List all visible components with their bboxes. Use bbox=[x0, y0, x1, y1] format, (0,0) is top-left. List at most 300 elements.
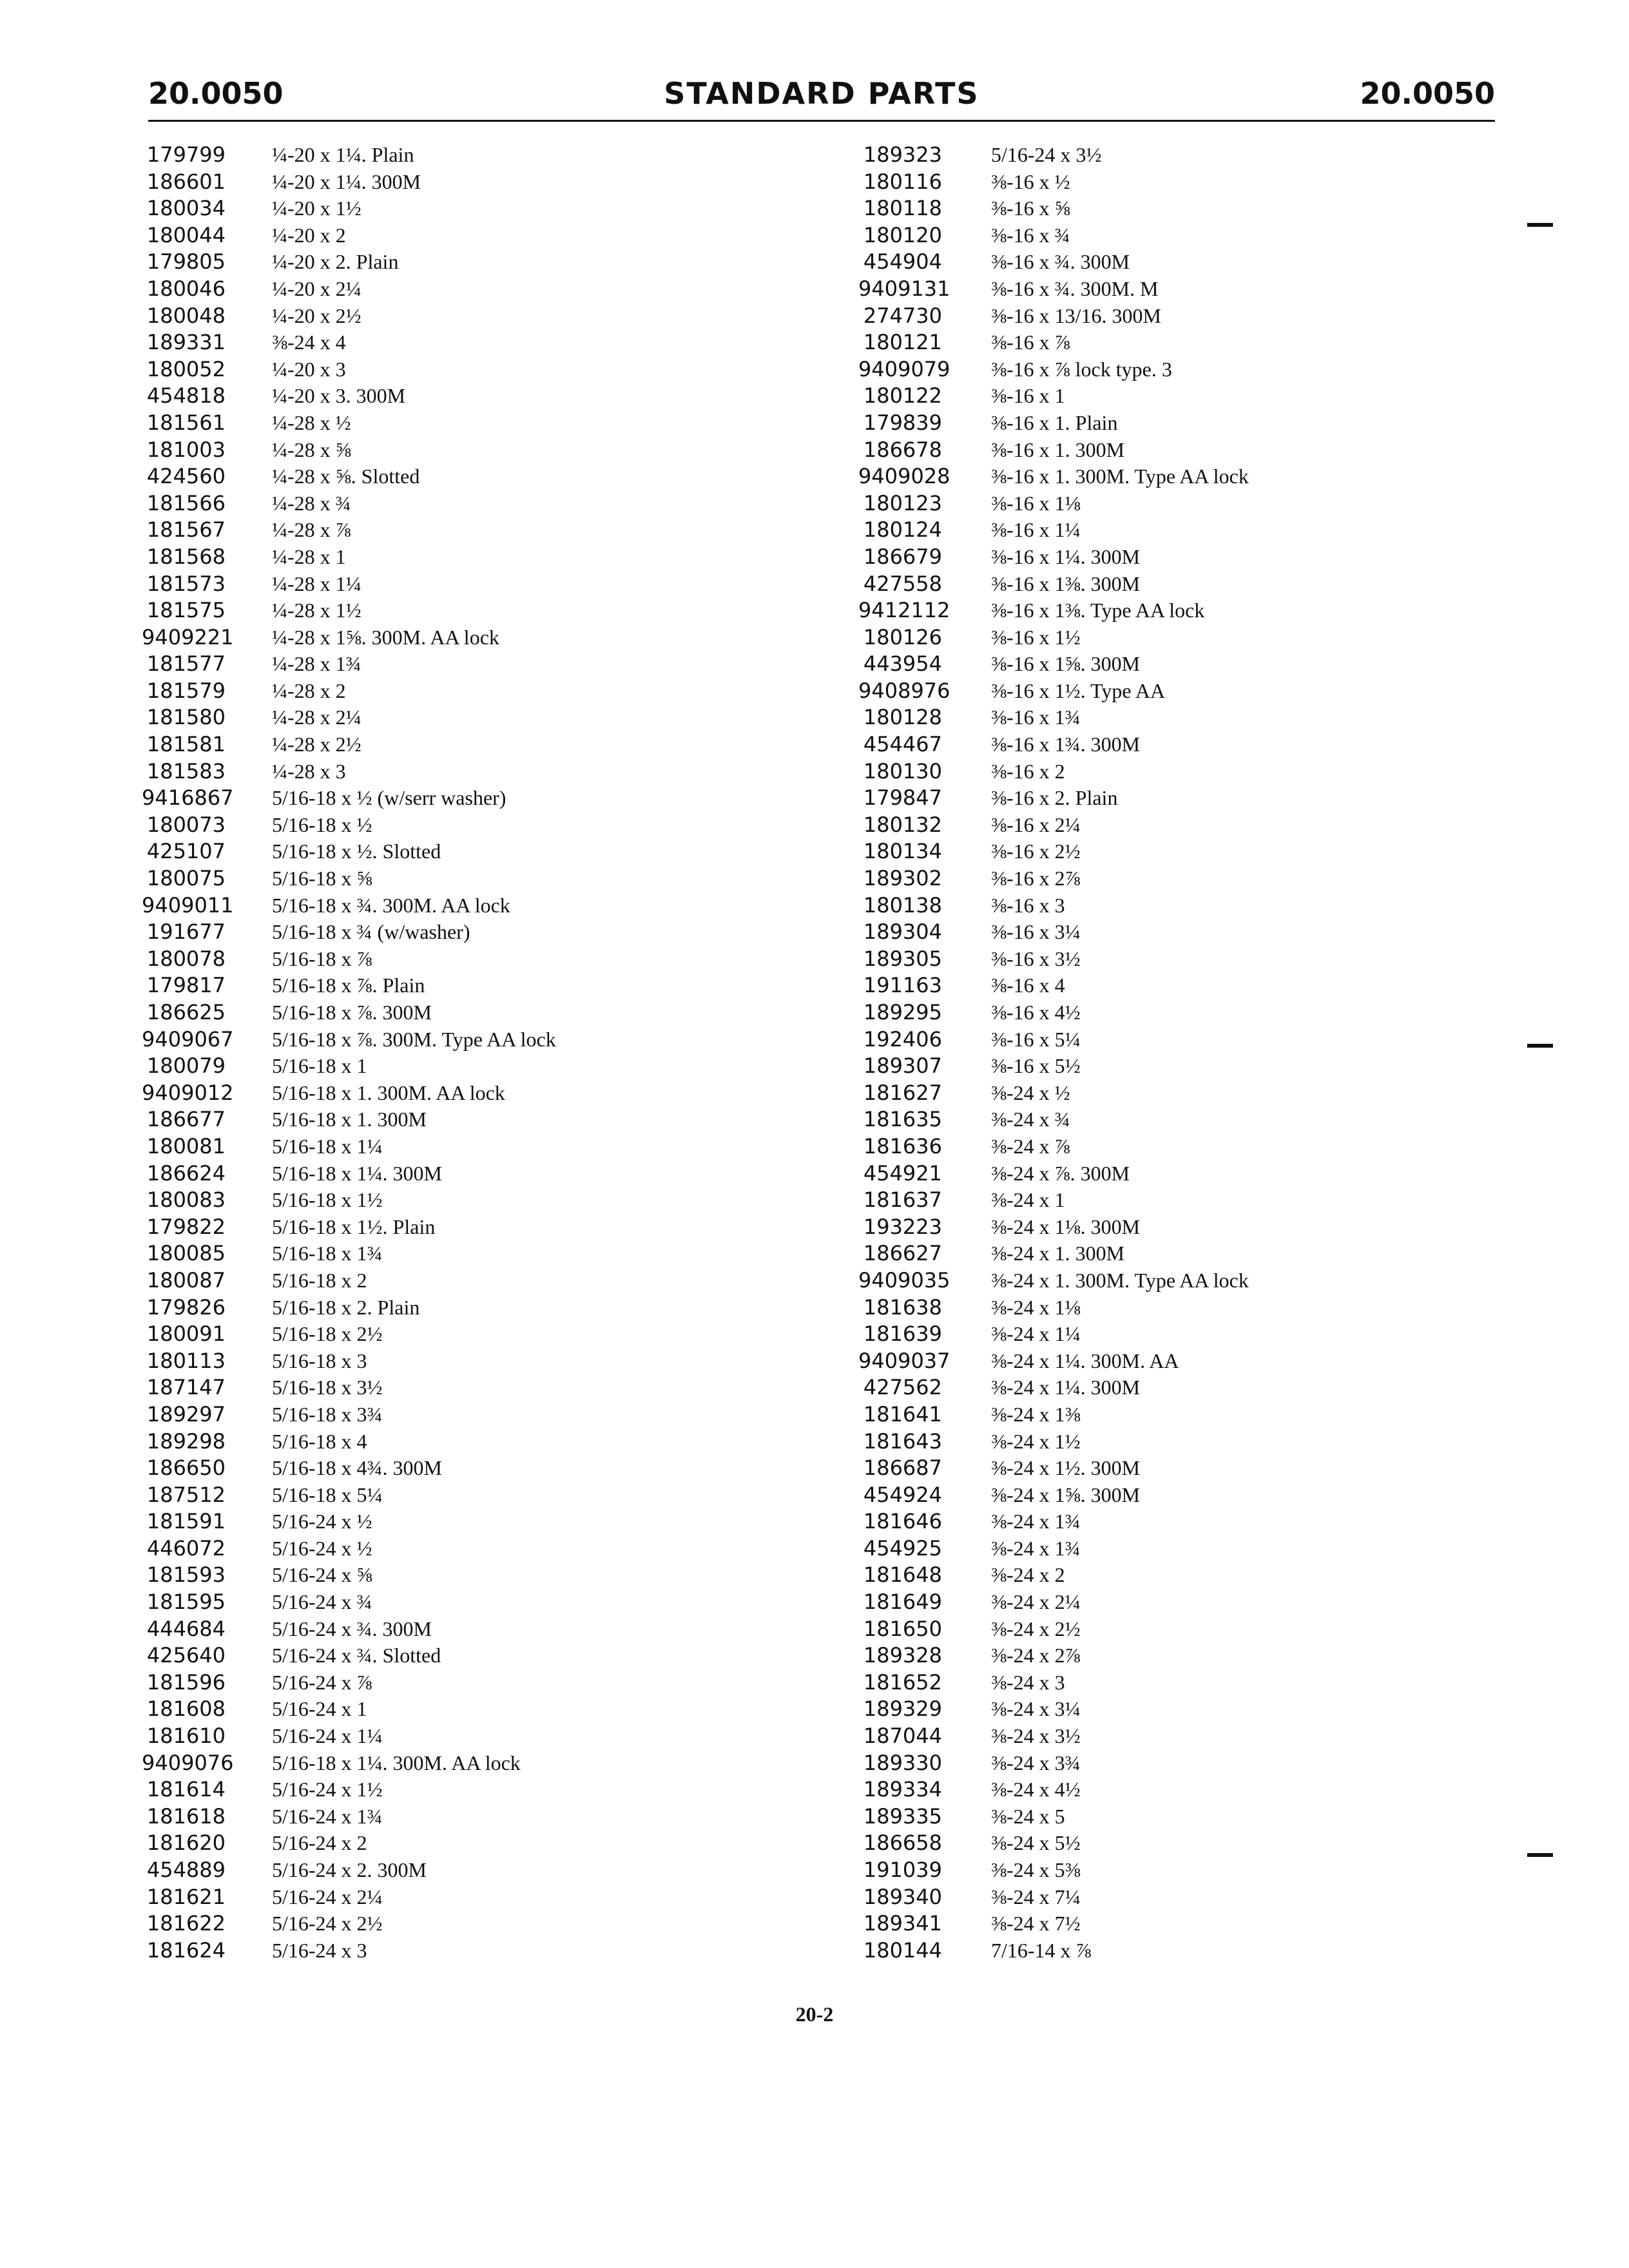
part-number: 181636 bbox=[863, 1133, 942, 1158]
part-size: 5/16-24 x 3½ bbox=[991, 143, 1102, 166]
part-row bbox=[142, 1401, 556, 1428]
part-number: 186678 bbox=[863, 437, 942, 462]
part-row bbox=[858, 1401, 1249, 1428]
part-number: 181624 bbox=[146, 1937, 226, 1963]
part-number: 180116 bbox=[863, 169, 942, 194]
part-number: 189328 bbox=[863, 1643, 942, 1668]
part-size: 5/16-24 x 1¼ bbox=[272, 1724, 383, 1748]
part-size: ⅜-16 x 1¼ bbox=[991, 544, 1081, 568]
part-number: 9416867 bbox=[142, 785, 234, 811]
part-row bbox=[142, 946, 556, 973]
part-size: ⅜-16 x ¾ bbox=[991, 223, 1070, 247]
part-row bbox=[858, 1455, 1249, 1482]
part-size: 5/16-24 x ⅝ bbox=[272, 1563, 372, 1587]
part-size: ⅜-24 x 1 bbox=[991, 1188, 1065, 1212]
part-size: ⅜-24 x 3¾ bbox=[991, 1751, 1081, 1774]
part-size: ⅜-24 x 2¼ bbox=[991, 1590, 1081, 1614]
part-row bbox=[858, 1267, 1249, 1294]
part-number: 192406 bbox=[863, 1026, 942, 1052]
part-size: 5/16-18 x 1¼ bbox=[272, 1134, 383, 1158]
part-size: ¼-20 x 2¼ bbox=[272, 276, 361, 300]
part-row bbox=[142, 517, 556, 544]
part-spec: . 300M. AA lock bbox=[367, 1081, 505, 1104]
part-size: 5/16-24 x 2 bbox=[272, 1858, 367, 1881]
part-spec: . 300M. AA lock bbox=[361, 625, 499, 649]
part-number: 186624 bbox=[146, 1160, 226, 1186]
part-number: 181638 bbox=[863, 1294, 942, 1320]
part-number: 180034 bbox=[146, 196, 226, 221]
margin-change-mark bbox=[1527, 1853, 1553, 1857]
part-size: 5/16-24 x 2½ bbox=[272, 1912, 383, 1936]
part-number: 181596 bbox=[146, 1669, 226, 1695]
part-number: 454889 bbox=[146, 1858, 226, 1882]
part-number: 180052 bbox=[146, 356, 226, 381]
part-row bbox=[142, 1267, 556, 1294]
parts-column-left bbox=[142, 142, 556, 1964]
part-size: 5/16-24 x 1¾ bbox=[272, 1804, 383, 1828]
part-row bbox=[858, 865, 1249, 892]
part-size: 5/16-24 x ⅞ bbox=[272, 1670, 372, 1694]
part-row bbox=[142, 1240, 556, 1267]
part-size: ⅜-24 x 2 bbox=[991, 1563, 1065, 1587]
part-spec: . Plain bbox=[367, 1295, 420, 1319]
part-row bbox=[858, 785, 1249, 812]
part-row bbox=[142, 356, 556, 383]
part-number: 189331 bbox=[146, 330, 226, 355]
part-row bbox=[142, 410, 556, 437]
part-size: ⅜-16 x 1½ bbox=[991, 678, 1081, 702]
part-size: ⅜-16 x 2⅞ bbox=[991, 867, 1081, 890]
part-size: ⅜-24 x ¾ bbox=[991, 1108, 1070, 1131]
part-size: 5/16-18 x 1¼ bbox=[272, 1161, 383, 1185]
part-size: ⅜-24 x 1¾ bbox=[991, 1536, 1081, 1560]
part-spec: . 300M bbox=[1080, 652, 1141, 676]
part-size: ⅜-16 x 2 bbox=[991, 759, 1065, 783]
part-number: 181583 bbox=[146, 758, 226, 783]
part-number: 180081 bbox=[146, 1133, 226, 1158]
part-row bbox=[858, 1374, 1249, 1401]
part-row bbox=[858, 490, 1249, 517]
part-row bbox=[858, 1616, 1249, 1643]
part-spec: . 300M bbox=[345, 384, 406, 408]
part-row bbox=[142, 1562, 556, 1589]
part-row bbox=[858, 1776, 1249, 1803]
part-row bbox=[858, 678, 1249, 705]
part-row bbox=[858, 812, 1249, 839]
part-number: 181581 bbox=[146, 732, 226, 757]
part-row bbox=[142, 1696, 556, 1723]
part-row bbox=[142, 195, 556, 222]
part-size: ¼-28 x 1 bbox=[272, 544, 346, 568]
part-number: 181649 bbox=[863, 1590, 942, 1615]
part-number: 425640 bbox=[146, 1643, 226, 1668]
part-row bbox=[858, 1106, 1249, 1133]
part-row bbox=[858, 946, 1249, 973]
part-number: 180126 bbox=[863, 624, 942, 649]
part-size: ⅜-16 x 1¾ bbox=[991, 733, 1081, 756]
part-row bbox=[858, 169, 1249, 196]
part-size: ¼-28 x 3 bbox=[272, 759, 346, 783]
part-row bbox=[858, 142, 1249, 169]
part-size: ⅜-16 x ½ bbox=[991, 169, 1070, 193]
part-number: 181627 bbox=[863, 1080, 942, 1105]
part-row bbox=[142, 1937, 556, 1965]
part-number: 181650 bbox=[863, 1616, 942, 1641]
section-number-left: 20.0050 bbox=[148, 76, 284, 111]
part-row bbox=[142, 1133, 556, 1160]
part-size: 5/16-18 x 1¼ bbox=[272, 1751, 383, 1774]
part-row bbox=[142, 624, 556, 651]
part-size: ⅜-24 x 1¼ bbox=[991, 1376, 1081, 1399]
part-size: ⅜-16 x 1¾ bbox=[991, 706, 1081, 729]
part-size: ¼-28 x 2 bbox=[272, 678, 346, 702]
part-size: ⅜-16 x 4½ bbox=[991, 1001, 1081, 1024]
part-size: 5/16-18 x ½ bbox=[272, 812, 372, 836]
part-row bbox=[858, 1669, 1249, 1696]
part-row bbox=[858, 1026, 1249, 1053]
part-number: 181591 bbox=[146, 1509, 226, 1534]
part-number: 181595 bbox=[146, 1590, 226, 1615]
part-number: 189307 bbox=[863, 1053, 942, 1079]
part-row bbox=[858, 517, 1249, 544]
part-spec: . 300M bbox=[1080, 1483, 1141, 1506]
part-row bbox=[142, 329, 556, 356]
part-row bbox=[142, 919, 556, 946]
part-number: 9409011 bbox=[142, 892, 234, 918]
part-size: ⅜-24 x 3¼ bbox=[991, 1697, 1081, 1721]
part-number: 181579 bbox=[146, 678, 226, 703]
part-row bbox=[858, 758, 1249, 785]
part-size: ⅜-24 x 1¾ bbox=[991, 1510, 1081, 1533]
part-size: ⅜-16 x 1⅜ bbox=[991, 599, 1081, 622]
part-size: 5/16-18 x 1¾ bbox=[272, 1242, 383, 1265]
part-number: 187147 bbox=[146, 1375, 226, 1400]
part-number: 181575 bbox=[146, 598, 226, 623]
part-size: 5/16-18 x ½ bbox=[272, 786, 372, 810]
part-number: 191163 bbox=[863, 973, 942, 998]
part-number: 9409079 bbox=[858, 356, 950, 381]
part-row bbox=[858, 1187, 1249, 1214]
part-row bbox=[858, 1535, 1249, 1562]
part-number: 181608 bbox=[146, 1696, 226, 1722]
part-spec: . 300M bbox=[367, 1858, 427, 1881]
part-row bbox=[858, 329, 1249, 356]
part-size: ⅜-24 x 4 bbox=[272, 331, 346, 354]
part-spec: . Type AA bbox=[1080, 678, 1166, 702]
part-number: 186687 bbox=[863, 1456, 942, 1481]
part-size: ¼-20 x 1¼ bbox=[272, 169, 361, 193]
part-number: 189341 bbox=[863, 1911, 942, 1936]
part-spec: . 300M bbox=[1101, 303, 1161, 327]
part-number: 181641 bbox=[863, 1401, 942, 1427]
part-size: ¼-20 x 3 bbox=[272, 357, 346, 381]
part-row bbox=[142, 1535, 556, 1562]
part-number: 181614 bbox=[146, 1777, 226, 1802]
part-row bbox=[142, 1642, 556, 1669]
part-size: ⅜-24 x 3½ bbox=[991, 1724, 1081, 1748]
part-row bbox=[142, 1053, 556, 1080]
part-number: 9409037 bbox=[858, 1348, 950, 1373]
part-size: ⅜-24 x 1 bbox=[991, 1268, 1065, 1292]
part-number: 180123 bbox=[863, 490, 942, 515]
part-row bbox=[142, 1080, 556, 1107]
part-row bbox=[858, 1240, 1249, 1267]
part-row bbox=[142, 651, 556, 678]
part-number: 181568 bbox=[146, 544, 226, 569]
part-row bbox=[858, 1589, 1249, 1616]
part-spec: . 300M bbox=[1080, 733, 1141, 756]
part-number: 454904 bbox=[863, 249, 942, 274]
part-number: 181621 bbox=[146, 1884, 226, 1909]
part-size: 5/16-18 x ¾ bbox=[272, 893, 372, 917]
part-size: ¼-28 x 1⅝ bbox=[272, 625, 361, 649]
part-size: ⅜-16 x 1 bbox=[991, 384, 1065, 408]
part-number: 180113 bbox=[146, 1348, 226, 1373]
part-number: 191677 bbox=[146, 919, 226, 945]
part-size: ⅜-24 x 4½ bbox=[991, 1778, 1081, 1802]
part-row bbox=[142, 1455, 556, 1482]
part-number: 180121 bbox=[863, 330, 942, 355]
part-size: ⅜-16 x ⅞ bbox=[991, 357, 1070, 381]
part-spec: . Type AA lock bbox=[1080, 599, 1205, 622]
part-row bbox=[142, 1884, 556, 1911]
part-size: ¼-28 x 1¾ bbox=[272, 652, 361, 676]
margin-change-mark bbox=[1527, 1044, 1553, 1048]
part-spec: . 300M. AA bbox=[1080, 1349, 1179, 1372]
part-row bbox=[858, 1857, 1249, 1884]
part-number: 181648 bbox=[863, 1562, 942, 1588]
part-number: 181618 bbox=[146, 1803, 226, 1829]
part-spec: . Plain bbox=[1065, 410, 1118, 434]
part-row bbox=[858, 437, 1249, 464]
part-row bbox=[142, 1348, 556, 1375]
part-row bbox=[142, 1374, 556, 1401]
part-number: 189329 bbox=[863, 1696, 942, 1722]
part-size: ⅜-24 x 1⅛ bbox=[991, 1295, 1081, 1319]
part-size: 5/16-18 x 1½ bbox=[272, 1215, 383, 1238]
part-size: ⅜-24 x 2⅞ bbox=[991, 1644, 1081, 1667]
part-number: 191039 bbox=[863, 1858, 942, 1882]
part-size: ¼-28 x ⅝ bbox=[272, 465, 351, 488]
part-number: 181646 bbox=[863, 1509, 942, 1534]
part-size: 5/16-18 x 4¾ bbox=[272, 1456, 383, 1480]
part-size: ⅜-16 x 3½ bbox=[991, 947, 1081, 970]
part-size: ⅜-24 x 5 bbox=[991, 1804, 1065, 1828]
part-row bbox=[858, 1428, 1249, 1456]
part-size: 5/16-18 x ¾ bbox=[272, 920, 372, 944]
part-size: 5/16-18 x 1 bbox=[272, 1081, 367, 1104]
part-spec: (w/serr washer) bbox=[372, 786, 506, 810]
part-row bbox=[858, 1080, 1249, 1107]
part-number: 189297 bbox=[146, 1401, 226, 1427]
page-title: STANDARD PARTS bbox=[664, 76, 979, 111]
part-size: ⅜-16 x 2¼ bbox=[991, 812, 1081, 836]
part-size: ⅜-24 x 7½ bbox=[991, 1912, 1081, 1936]
part-number: 181577 bbox=[146, 651, 226, 677]
part-row bbox=[858, 1750, 1249, 1777]
part-row bbox=[858, 1696, 1249, 1723]
part-row bbox=[142, 838, 556, 865]
part-row bbox=[142, 1294, 556, 1321]
part-row bbox=[858, 303, 1249, 330]
part-number: 186625 bbox=[146, 1000, 226, 1024]
part-row bbox=[142, 1857, 556, 1884]
part-row bbox=[858, 999, 1249, 1026]
part-spec: . 300M bbox=[1070, 250, 1130, 274]
part-size: ⅜-24 x 2½ bbox=[991, 1617, 1081, 1640]
part-row bbox=[142, 1776, 556, 1803]
part-size: ¼-28 x 2½ bbox=[272, 733, 361, 756]
part-row bbox=[142, 490, 556, 517]
part-row bbox=[142, 1723, 556, 1750]
part-row bbox=[858, 276, 1249, 303]
part-spec: . 300M bbox=[1080, 1376, 1141, 1399]
part-row bbox=[858, 571, 1249, 598]
part-number: 180073 bbox=[146, 812, 226, 837]
part-size: ⅜-16 x 1⅝ bbox=[991, 652, 1081, 676]
part-spec: . Plain bbox=[382, 1215, 436, 1238]
part-row bbox=[142, 678, 556, 705]
part-row bbox=[142, 758, 556, 785]
part-row bbox=[142, 972, 556, 999]
part-number: 9409012 bbox=[142, 1080, 234, 1105]
part-row bbox=[142, 303, 556, 330]
part-number: 186658 bbox=[863, 1831, 942, 1856]
part-row bbox=[858, 1803, 1249, 1831]
part-spec: . 300M. Type AA lock bbox=[1065, 1268, 1249, 1292]
part-row bbox=[858, 1830, 1249, 1857]
part-number: 9409028 bbox=[858, 464, 950, 489]
part-number: 180134 bbox=[863, 839, 942, 864]
part-number: 181003 bbox=[146, 437, 226, 462]
part-row bbox=[142, 865, 556, 892]
part-number: 180130 bbox=[863, 758, 942, 783]
part-spec: . 300M bbox=[1080, 572, 1141, 595]
part-row bbox=[858, 1723, 1249, 1750]
part-row bbox=[858, 1294, 1249, 1321]
part-size: ¼-28 x ¾ bbox=[272, 491, 351, 515]
part-size: 5/16-18 x 2½ bbox=[272, 1322, 383, 1346]
part-number: 180124 bbox=[863, 517, 942, 543]
part-row bbox=[858, 651, 1249, 678]
part-size: 5/16-18 x 3 bbox=[272, 1349, 367, 1372]
part-row bbox=[858, 838, 1249, 865]
part-row bbox=[142, 1214, 556, 1241]
part-size: ⅜-16 x 3¼ bbox=[991, 920, 1081, 944]
part-size: ⅜-16 x 3 bbox=[991, 893, 1065, 917]
part-number: 179826 bbox=[146, 1294, 226, 1320]
part-size: 5/16-24 x 1½ bbox=[272, 1778, 383, 1802]
part-size: ⅜-16 x 1⅜ bbox=[991, 572, 1081, 595]
part-number: 454925 bbox=[863, 1535, 942, 1561]
part-row bbox=[858, 1910, 1249, 1937]
part-size: ⅜-24 x ½ bbox=[991, 1081, 1070, 1104]
part-number: 189340 bbox=[863, 1884, 942, 1909]
part-size: ¼-28 x ⅝ bbox=[272, 437, 351, 461]
part-number: 9412112 bbox=[858, 598, 950, 623]
part-number: 186650 bbox=[146, 1456, 226, 1481]
part-size: ⅜-24 x 1⅛ bbox=[991, 1215, 1081, 1238]
part-row bbox=[142, 785, 556, 812]
part-number: 186677 bbox=[146, 1107, 226, 1132]
part-size: ⅜-16 x 4 bbox=[991, 974, 1065, 997]
part-row bbox=[858, 222, 1249, 249]
part-number: 446072 bbox=[146, 1535, 226, 1561]
part-size: 5/16-24 x ½ bbox=[272, 1536, 372, 1560]
part-row bbox=[142, 142, 556, 169]
part-size: ¼-28 x ½ bbox=[272, 410, 351, 434]
part-size: ⅜-16 x 5¼ bbox=[991, 1027, 1081, 1051]
part-row bbox=[858, 1482, 1249, 1509]
part-size: ⅜-16 x 5½ bbox=[991, 1054, 1081, 1078]
margin-change-mark bbox=[1527, 223, 1553, 227]
part-spec: . Plain bbox=[345, 250, 399, 274]
part-size: ⅜-24 x 3 bbox=[991, 1670, 1065, 1694]
part-size: 5/16-24 x ¾ bbox=[272, 1617, 372, 1640]
part-spec: . Plain bbox=[361, 143, 414, 166]
part-size: 5/16-18 x ⅞ bbox=[272, 947, 372, 970]
part-size: ⅜-24 x 5⅜ bbox=[991, 1858, 1081, 1881]
part-row bbox=[858, 1321, 1249, 1348]
part-number: 179805 bbox=[146, 249, 226, 274]
part-number: 189305 bbox=[863, 946, 942, 971]
part-number: 9409131 bbox=[858, 276, 950, 301]
part-row bbox=[142, 169, 556, 196]
part-row bbox=[858, 704, 1249, 731]
part-number: 180138 bbox=[863, 892, 942, 918]
part-number: 444684 bbox=[146, 1616, 226, 1641]
part-row bbox=[142, 544, 556, 571]
part-row bbox=[142, 731, 556, 758]
part-size: 5/16-18 x ⅞ bbox=[272, 1027, 372, 1051]
part-size: ⅜-24 x 1¼ bbox=[991, 1349, 1081, 1372]
part-spec: . 300M bbox=[382, 1161, 442, 1185]
part-number: 180091 bbox=[146, 1321, 226, 1347]
part-size: 5/16-24 x 3 bbox=[272, 1938, 367, 1962]
part-number: 186679 bbox=[863, 544, 942, 569]
part-spec: . 300M bbox=[1070, 1161, 1130, 1185]
part-number: 189304 bbox=[863, 919, 942, 945]
part-size: 5/16-24 x 2¼ bbox=[272, 1885, 383, 1908]
part-size: ¼-20 x 2 bbox=[272, 250, 346, 274]
part-size: ⅜-16 x 1 bbox=[991, 410, 1065, 434]
part-number: 425107 bbox=[146, 839, 226, 864]
part-size: ⅜-16 x ⅞ bbox=[991, 331, 1070, 354]
part-row bbox=[142, 249, 556, 276]
part-size: ¼-20 x 2 bbox=[272, 223, 346, 247]
part-size: ⅜-24 x 1 bbox=[991, 1242, 1065, 1265]
part-number: 180128 bbox=[863, 705, 942, 730]
part-spec: lock type. 3 bbox=[1070, 357, 1172, 381]
part-row bbox=[142, 463, 556, 490]
part-size: 5/16-18 x ½ bbox=[272, 840, 372, 863]
part-size: 5/16-24 x ½ bbox=[272, 1510, 372, 1533]
part-number: 179817 bbox=[146, 973, 226, 998]
part-size: ⅜-24 x 1⅜ bbox=[991, 1402, 1081, 1426]
part-spec: . 300M. AA lock bbox=[382, 1751, 521, 1774]
part-number: 186627 bbox=[863, 1241, 942, 1266]
part-number: 9409067 bbox=[142, 1026, 234, 1052]
part-size: ⅜-16 x 2½ bbox=[991, 840, 1081, 863]
part-row bbox=[858, 463, 1249, 490]
part-size: ⅜-16 x ⅝ bbox=[991, 197, 1070, 220]
part-size: ⅜-24 x ⅞ bbox=[991, 1161, 1070, 1185]
part-number: 189330 bbox=[863, 1750, 942, 1775]
part-number: 443954 bbox=[863, 651, 942, 677]
part-size: ⅜-16 x 13/16 bbox=[991, 303, 1102, 327]
part-row bbox=[142, 571, 556, 598]
part-size: ⅜-16 x 1⅛ bbox=[991, 491, 1081, 515]
